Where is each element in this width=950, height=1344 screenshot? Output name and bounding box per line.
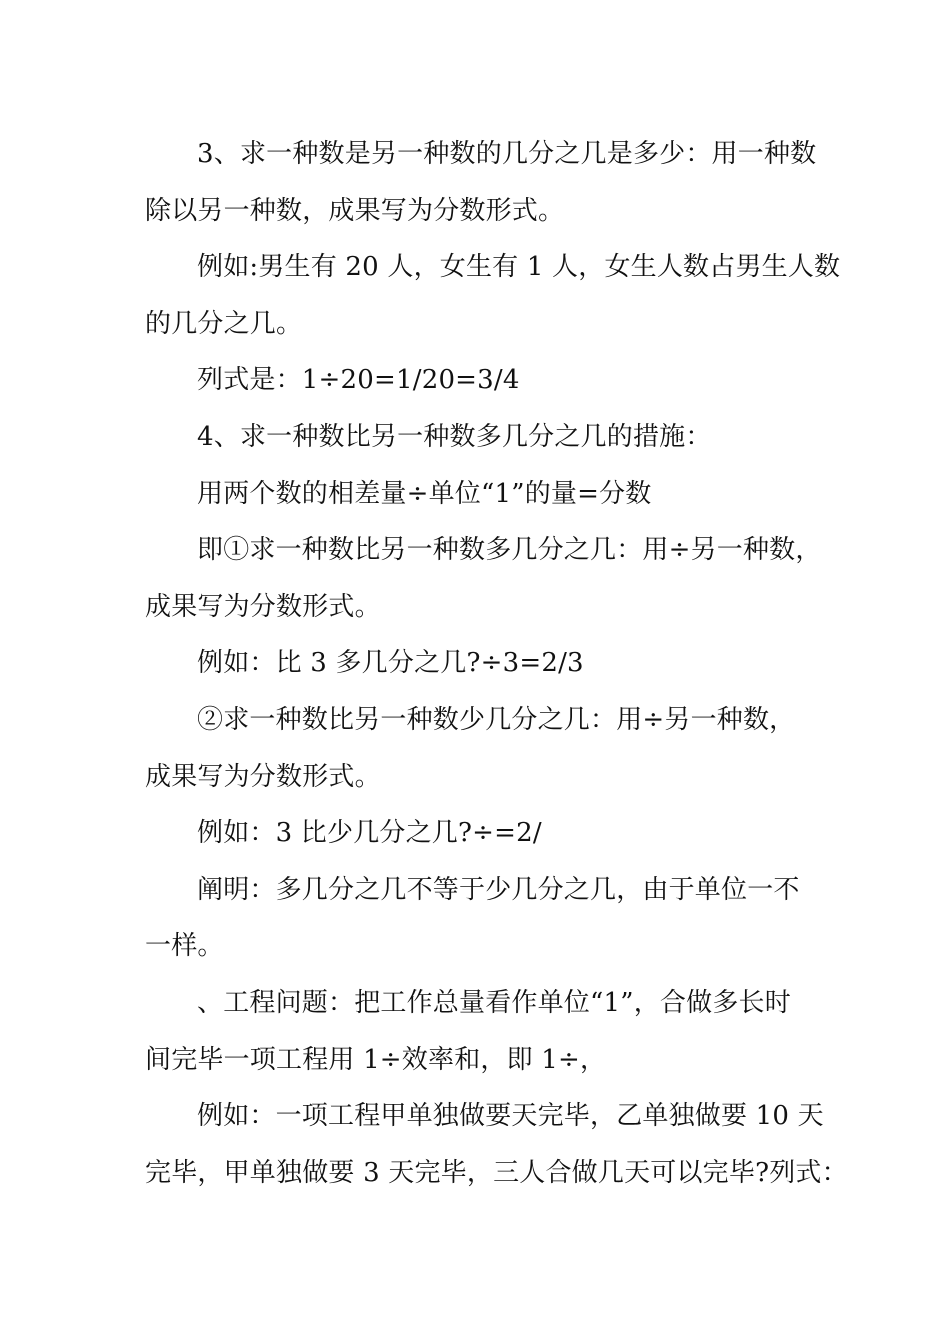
text-line-5: 列式是：1÷20=1/20=3/4 [197,365,520,396]
text-line-7: 用两个数的相差量÷单位“1”的量=分数 [197,478,652,509]
document-body [145,126,848,1201]
text-line-2: 除以另一种数，成果写为分数形式。 [145,195,565,226]
text-line-3: 例如:男生有 20 人，女生有 1 人，女生人数占男生人数 [197,252,841,283]
text-line-17: 间完毕一项工程用 1÷效率和，即 1÷， [145,1044,607,1075]
text-line-1: 3、求一种数是另一种数的几分之几是多少：用一种数 [197,139,817,169]
text-line-8: 即①求一种数比另一种数多几分之几：用÷另一种数， [197,535,822,566]
text-line-4: 的几分之几。 [145,308,303,339]
text-line-6: 4、求一种数比另一种数多几分之几的措施： [197,421,712,452]
text-line-11: ②求一种数比另一种数少几分之几：用÷另一种数， [197,704,796,735]
text-line-14: 阐明：多几分之几不等于少几分之几，由于单位一不 [197,874,800,905]
text-line-9: 成果写为分数形式。 [145,591,381,622]
text-line-13: 例如：3 比少几分之几?÷=2/ [197,818,542,849]
text-line-15: 一样。 [145,931,224,962]
text-line-12: 成果写为分数形式。 [145,761,381,792]
text-line-16: 、工程问题：把工作总量看作单位“1”，合做多长时 [197,987,791,1018]
text-line-10: 例如：比 3 多几分之几?÷3=2/3 [197,648,584,679]
text-line-19: 完毕，甲单独做要 3 天完毕，三人合做几天可以完毕?列式： [145,1157,848,1188]
text-line-18: 例如：一项工程甲单独做要天完毕，乙单独做要 10 天 [197,1101,824,1132]
